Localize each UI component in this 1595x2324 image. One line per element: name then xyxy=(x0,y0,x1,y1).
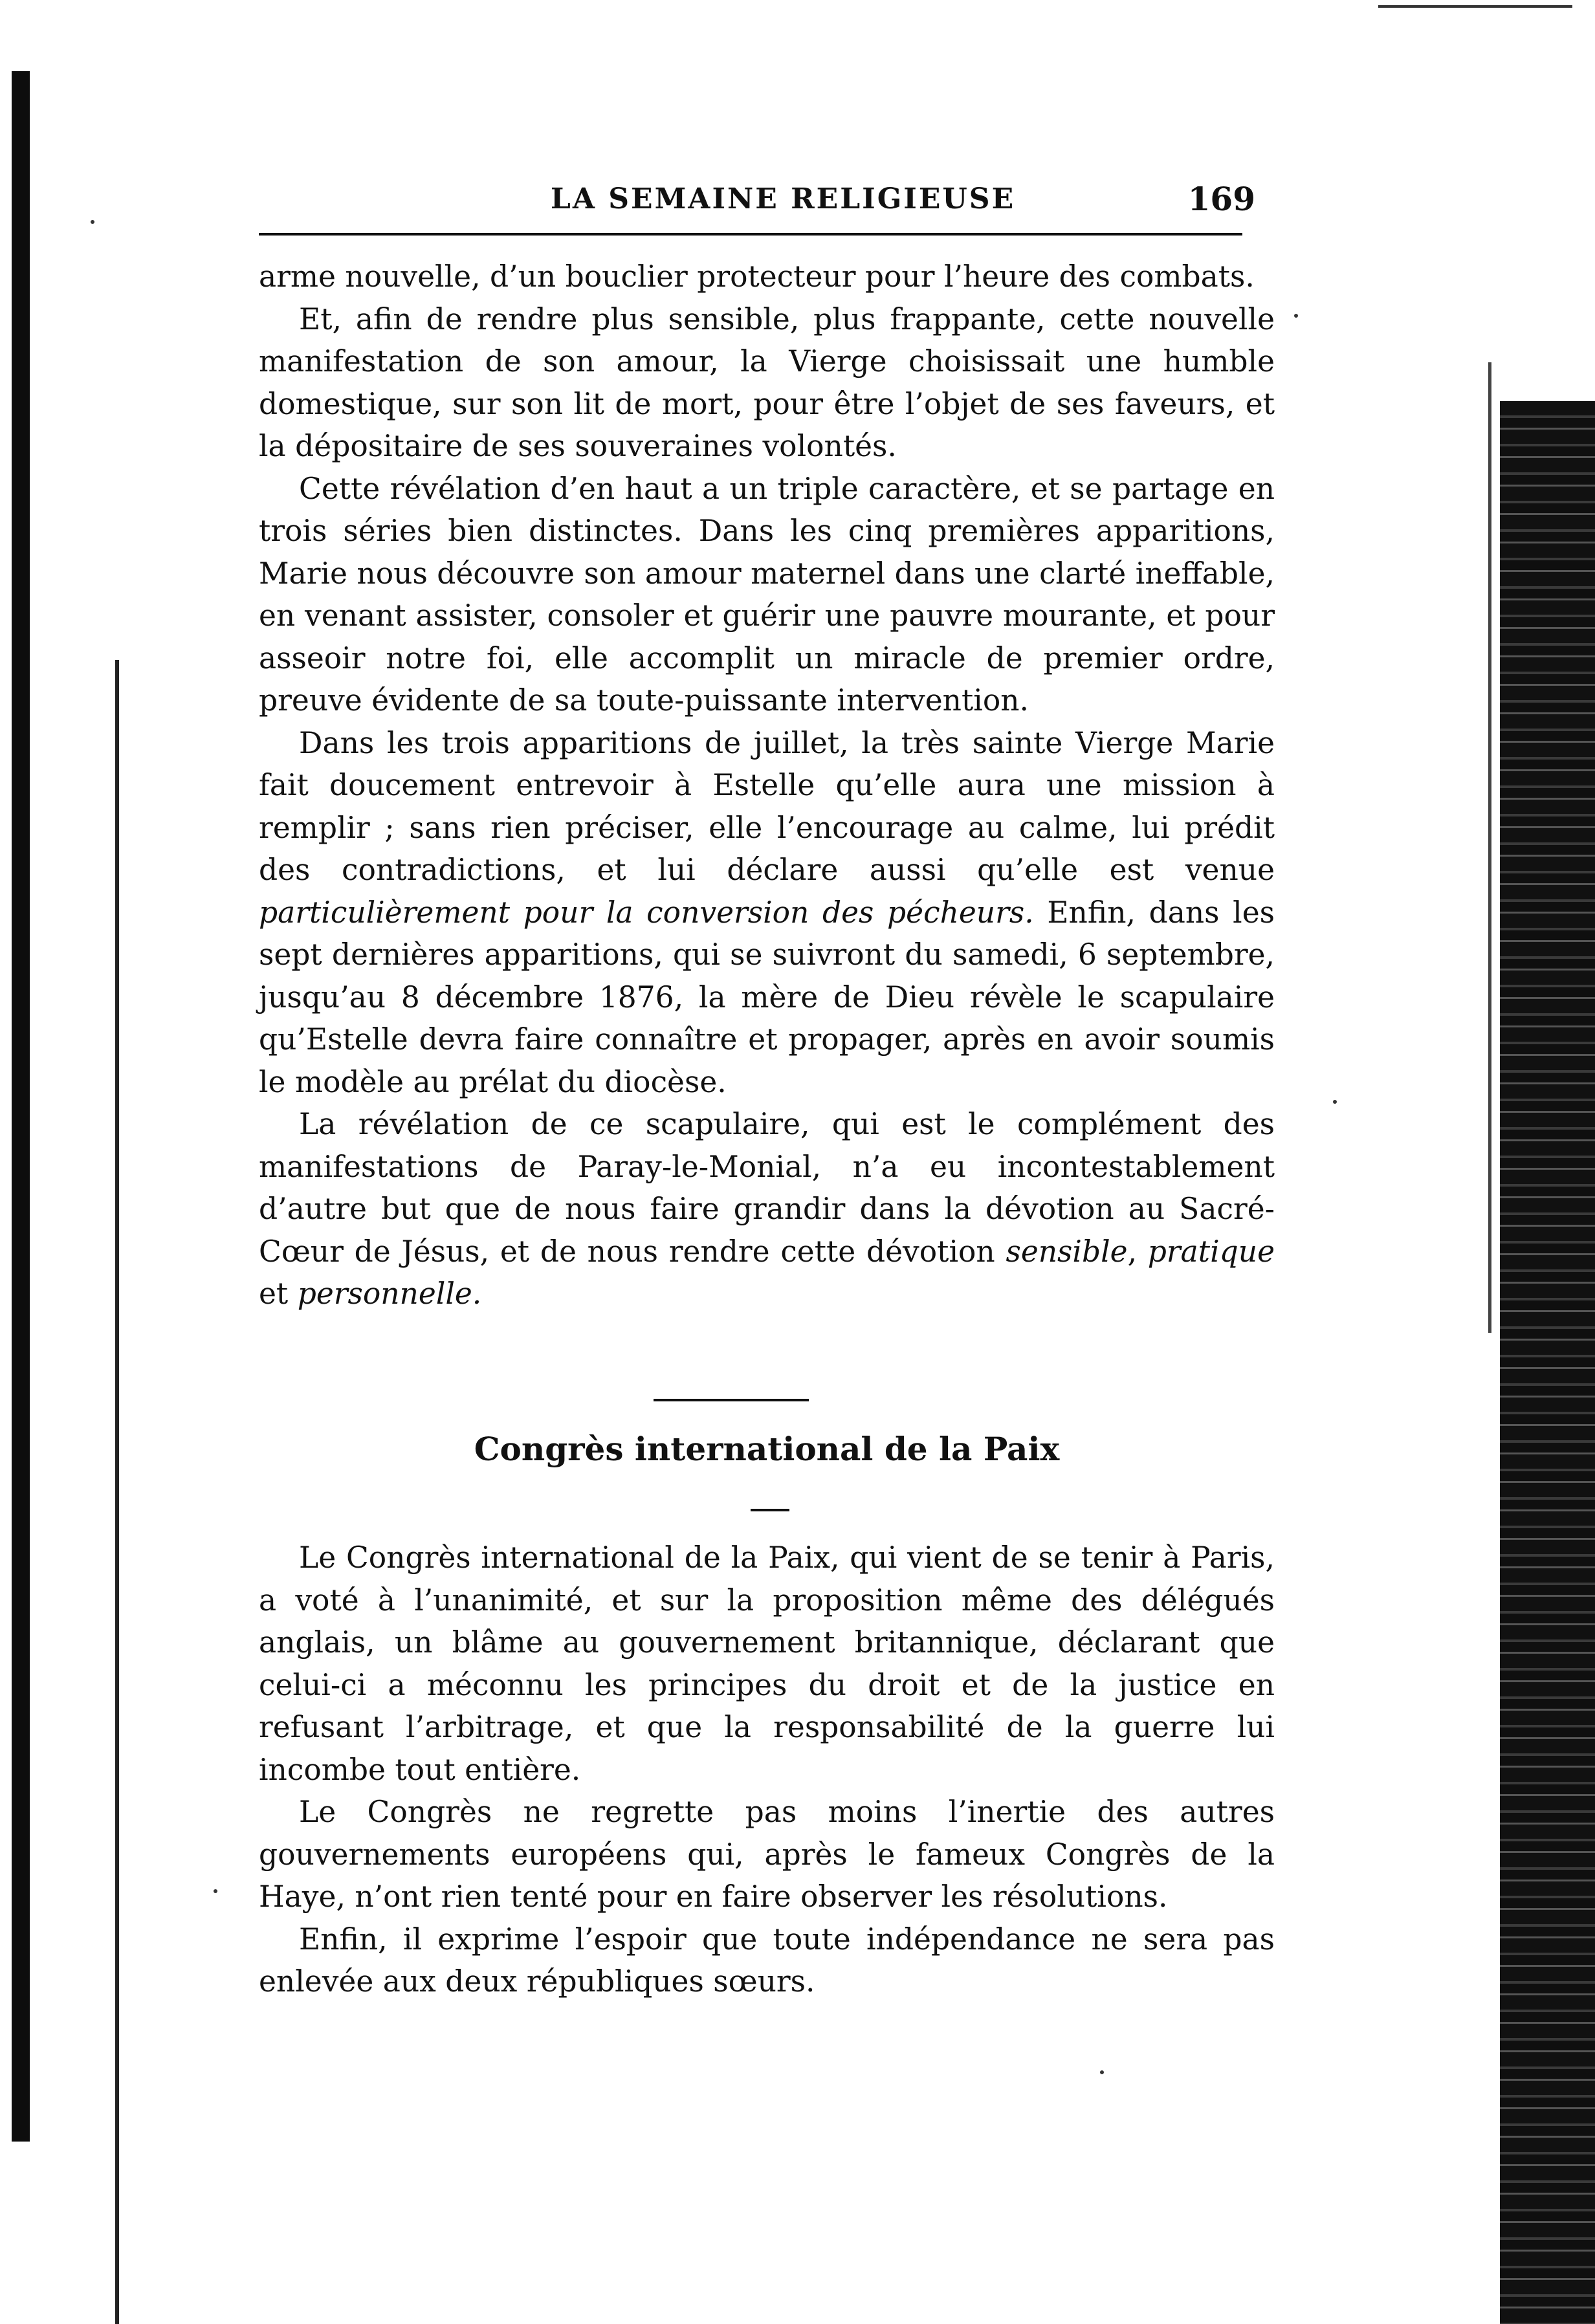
paragraph xyxy=(259,722,1275,1104)
paragraph-text: , xyxy=(1127,1234,1148,1269)
page-number: 169 xyxy=(1187,180,1255,218)
scan-top-rule xyxy=(1378,5,1572,8)
scan-speck xyxy=(91,220,94,224)
article-continuation xyxy=(259,256,1275,1315)
section-title: Congrès international de la Paix xyxy=(474,1430,1060,1468)
paragraph: Enfin, il exprime l’espoir que toute indépendance ne sera pas enlevée aux deux républiques sœurs. xyxy=(259,1922,1275,1999)
paragraph-text: Dans les trois apparitions de juillet, la très sainte Vierge Marie fait doucement entrevoir à Estelle qu’elle aura une mission à remplir ; sans rien préciser, elle l’encourage au calme, lui prédit des contradictions, et lui déclare aussi qu’elle est venue xyxy=(259,725,1275,887)
scan-edge-right-line xyxy=(1488,362,1491,1333)
title-dash xyxy=(751,1509,789,1511)
paragraph: Cette révélation d’en haut a un triple caractère, et se partage en trois séries bien distinctes. Dans les cinq premières apparitions, Marie nous découvre son amour maternel dans une clarté ineffable, en venant assister, consoler et guérir une pauvre mourante, et pour asseoir notre foi, elle accomplit un miracle de premier ordre, preuve évidente de sa toute-puissante intervention. xyxy=(259,471,1275,718)
scan-edge-right xyxy=(1500,401,1595,2324)
scan-speck xyxy=(214,1889,217,1893)
section-divider xyxy=(654,1399,809,1401)
paragraph: Le Congrès ne regrette pas moins l’inertie des autres gouvernements européens qui, après le fameux Congrès de la Haye, n’ont rien tenté pour en faire observer les résolutions. xyxy=(259,1795,1275,1914)
italic-text: sensible xyxy=(1006,1234,1128,1269)
italic-text: particulièrement pour la conversion des pécheurs. xyxy=(259,895,1034,930)
scan-edge-left-line xyxy=(115,660,119,2324)
italic-text: personnelle. xyxy=(297,1277,482,1311)
scan-speck xyxy=(1333,1100,1337,1104)
scan-speck xyxy=(1100,2070,1104,2074)
page-header xyxy=(239,173,1255,225)
running-title: LA SEMAINE RELIGIEUSE xyxy=(550,182,1016,215)
paragraph: Et, afin de rendre plus sensible, plus frappante, cette nouvelle manifestation de son amour, la Vierge choisissait une humble domestique, sur son lit de mort, pour être l’objet de ses faveurs, et la dépositaire de ses souveraines volontés. xyxy=(259,301,1275,463)
header-rule xyxy=(259,233,1242,236)
paragraph: Le Congrès international de la Paix, qui vient de se tenir à Paris, a voté à l’unanimité, et sur la proposition même des délégués anglais, un blâme au gouvernement britannique, déclarant que celui-ci a méconnu les principes du droit et de la justice en refusant l’arbitrage, et que la responsabilité de la guerre lui incombe tout entière. xyxy=(259,1540,1275,1787)
italic-text: pratique xyxy=(1147,1234,1275,1269)
section-body xyxy=(259,1537,1275,2003)
scan-speck xyxy=(1294,314,1298,318)
paragraph-text: et xyxy=(259,1277,298,1311)
paragraph-text: Enfin, dans les sept dernières apparitions, qui se suivront du samedi, 6 septembre, jusqu’au 8 décembre 1876, la mère de Dieu révèle le scapulaire qu’Estelle devra faire connaître et propager, après en avoir soumis le modèle au prélat du diocèse. xyxy=(259,895,1275,1099)
paragraph-continued: arme nouvelle, d’un bouclier protecteur pour l’heure des combats. xyxy=(259,259,1255,294)
paragraph xyxy=(259,1103,1275,1315)
scan-edge-left xyxy=(12,71,30,2142)
paragraph-text: La révélation de ce scapulaire, qui est le complément des manifestations de Paray-le-Monial, n’a eu incontestablement d’autre but que de nous faire grandir dans la dévotion au Sacré-Cœur de Jésus, et de nous rendre cette dévotion xyxy=(259,1107,1275,1269)
